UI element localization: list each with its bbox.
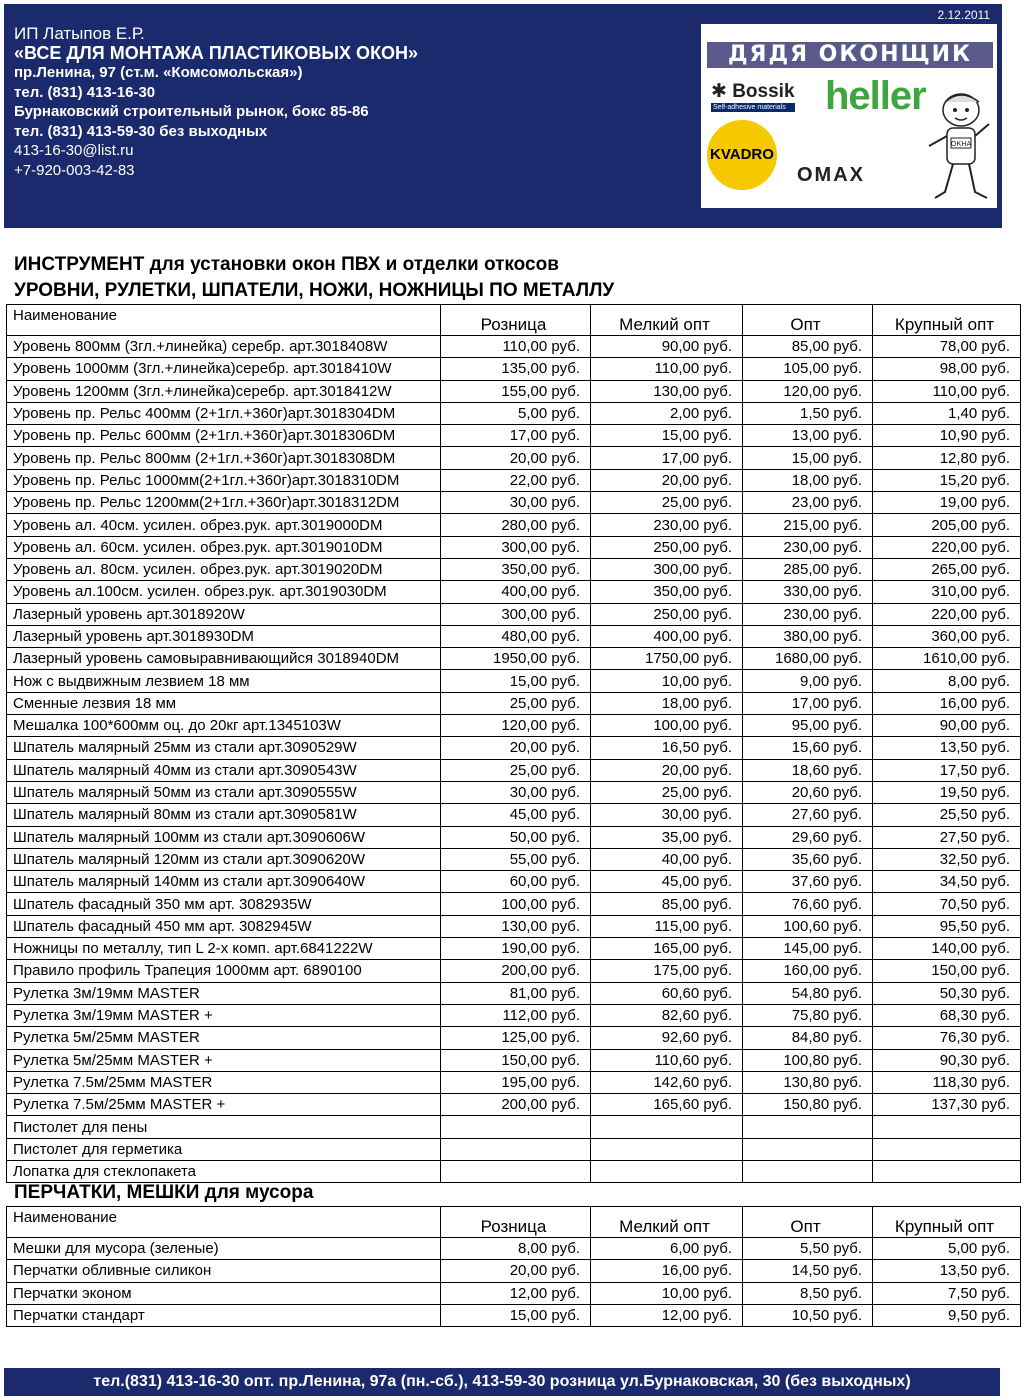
price-retail: 55,00 руб.: [441, 848, 591, 870]
item-name: Лазерный уровень арт.3018930DM: [7, 625, 441, 647]
price-retail: 50,00 руб.: [441, 826, 591, 848]
item-name: Рулетка 7.5м/25мм MASTER +: [7, 1094, 441, 1116]
tools-price-table: [6, 304, 1021, 1183]
item-name: Уровень 1200мм (3гл.+линейка)серебр. арт.3018412W: [7, 380, 441, 402]
table-row: [7, 514, 1021, 536]
price-large-wholesale: 16,00 руб.: [873, 692, 1021, 714]
table-row: [7, 1116, 1021, 1138]
price-retail: 100,00 руб.: [441, 893, 591, 915]
price-large-wholesale: 98,00 руб.: [873, 358, 1021, 380]
price-large-wholesale: 90,30 руб.: [873, 1049, 1021, 1071]
price-retail: 125,00 руб.: [441, 1027, 591, 1049]
price-small-wholesale: 300,00 руб.: [591, 558, 743, 580]
price-retail: 60,00 руб.: [441, 871, 591, 893]
item-name: Мешки для мусора (зеленые): [7, 1238, 441, 1260]
column-header-small-wholesale: Мелкий опт: [591, 1207, 743, 1238]
price-wholesale: 95,00 руб.: [743, 715, 873, 737]
address: пр.Ленина, 97 (ст.м. «Комсомольская»): [14, 64, 303, 81]
price-retail: 20,00 руб.: [441, 737, 591, 759]
item-name: Сменные лезвия 18 мм: [7, 692, 441, 714]
table-row: [7, 1160, 1021, 1182]
table-row: [7, 402, 1021, 424]
price-retail: 200,00 руб.: [441, 1094, 591, 1116]
price-retail: 25,00 руб.: [441, 759, 591, 781]
price-large-wholesale: 360,00 руб.: [873, 625, 1021, 647]
price-retail: [441, 1116, 591, 1138]
price-retail: 150,00 руб.: [441, 1049, 591, 1071]
price-small-wholesale: 110,60 руб.: [591, 1049, 743, 1071]
price-wholesale: 18,00 руб.: [743, 469, 873, 491]
item-name: Рулетка 7.5м/25мм MASTER: [7, 1071, 441, 1093]
table-row: [7, 781, 1021, 803]
item-name: Шпатель малярный 80мм из стали арт.3090581W: [7, 804, 441, 826]
price-small-wholesale: 92,60 руб.: [591, 1027, 743, 1049]
price-retail: 112,00 руб.: [441, 1004, 591, 1026]
price-wholesale: 380,00 руб.: [743, 625, 873, 647]
brand-logo-title: ДЯДЯ ОКОНЩИК: [707, 42, 993, 68]
contact-block: [14, 24, 418, 180]
price-small-wholesale: 100,00 руб.: [591, 715, 743, 737]
price-retail: 22,00 руб.: [441, 469, 591, 491]
price-large-wholesale: 310,00 руб.: [873, 581, 1021, 603]
item-name: Перчатки стандарт: [7, 1304, 441, 1326]
table-row: [7, 871, 1021, 893]
item-name: Шпатель малярный 120мм из стали арт.3090620W: [7, 848, 441, 870]
price-retail: 15,00 руб.: [441, 1304, 591, 1326]
price-large-wholesale: 10,90 руб.: [873, 425, 1021, 447]
price-wholesale: 27,60 руб.: [743, 804, 873, 826]
price-large-wholesale: 220,00 руб.: [873, 536, 1021, 558]
price-large-wholesale: 13,50 руб.: [873, 1260, 1021, 1282]
table-row: [7, 603, 1021, 625]
price-wholesale: 120,00 руб.: [743, 380, 873, 402]
item-name: Мешалка 100*600мм оц. до 20кг арт.1345103W: [7, 715, 441, 737]
table-row: [7, 469, 1021, 491]
table-row: [7, 759, 1021, 781]
price-small-wholesale: 17,00 руб.: [591, 447, 743, 469]
price-large-wholesale: 25,50 руб.: [873, 804, 1021, 826]
price-wholesale: 330,00 руб.: [743, 581, 873, 603]
table-row: [7, 380, 1021, 402]
table-row: [7, 1282, 1021, 1304]
table-row: [7, 1304, 1021, 1326]
price-retail: 155,00 руб.: [441, 380, 591, 402]
price-retail: 400,00 руб.: [441, 581, 591, 603]
price-wholesale: 1680,00 руб.: [743, 648, 873, 670]
price-small-wholesale: 2,00 руб.: [591, 402, 743, 424]
price-retail: 30,00 руб.: [441, 781, 591, 803]
price-retail: 300,00 руб.: [441, 536, 591, 558]
table-row: [7, 1004, 1021, 1026]
price-large-wholesale: [873, 1160, 1021, 1182]
item-name: Рулетка 5м/25мм MASTER: [7, 1027, 441, 1049]
price-large-wholesale: 17,50 руб.: [873, 759, 1021, 781]
table-row: [7, 804, 1021, 826]
table-row: [7, 558, 1021, 580]
price-retail: 190,00 руб.: [441, 938, 591, 960]
kvadro-logo: KVADRO: [707, 120, 777, 190]
price-wholesale: 5,50 руб.: [743, 1238, 873, 1260]
item-name: Пистолет для пены: [7, 1116, 441, 1138]
table-row: [7, 625, 1021, 647]
item-name: Шпатель малярный 140мм из стали арт.3090640W: [7, 871, 441, 893]
item-name: Нож с выдвижным лезвием 18 мм: [7, 670, 441, 692]
price-retail: 20,00 руб.: [441, 1260, 591, 1282]
table-row: [7, 938, 1021, 960]
table-row: [7, 915, 1021, 937]
price-retail: 135,00 руб.: [441, 358, 591, 380]
item-name: Шпатель фасадный 450 мм арт. 3082945W: [7, 915, 441, 937]
price-large-wholesale: 137,30 руб.: [873, 1094, 1021, 1116]
column-header-retail: Розница: [441, 1207, 591, 1238]
price-large-wholesale: 118,30 руб.: [873, 1071, 1021, 1093]
price-wholesale: [743, 1160, 873, 1182]
company-name: «ВСЕ ДЛЯ МОНТАЖА ПЛАСТИКОВЫХ ОКОН»: [14, 42, 419, 63]
column-header-name: Наименование: [7, 305, 441, 336]
price-retail: 130,00 руб.: [441, 915, 591, 937]
price-small-wholesale: 165,60 руб.: [591, 1094, 743, 1116]
item-name: Рулетка 3м/19мм MASTER: [7, 982, 441, 1004]
price-large-wholesale: 5,00 руб.: [873, 1238, 1021, 1260]
mascot-icon: [921, 88, 993, 206]
price-retail: 120,00 руб.: [441, 715, 591, 737]
mascot-tag: ОКНА: [950, 140, 972, 148]
header-banner: [4, 4, 1002, 228]
price-large-wholesale: 90,00 руб.: [873, 715, 1021, 737]
omax-logo: OMAX: [797, 164, 865, 186]
price-wholesale: 215,00 руб.: [743, 514, 873, 536]
item-name: Пистолет для герметика: [7, 1138, 441, 1160]
price-large-wholesale: 68,30 руб.: [873, 1004, 1021, 1026]
bossik-logo-sub: Self-adhesive materials: [711, 103, 795, 112]
price-small-wholesale: 20,00 руб.: [591, 759, 743, 781]
table-row: [7, 358, 1021, 380]
price-wholesale: 20,60 руб.: [743, 781, 873, 803]
price-retail: 12,00 руб.: [441, 1282, 591, 1304]
table-row: [7, 1049, 1021, 1071]
item-name: Уровень ал.100см. усилен. обрез.рук. арт.3019030DM: [7, 581, 441, 603]
price-retail: 30,00 руб.: [441, 492, 591, 514]
price-large-wholesale: 50,30 руб.: [873, 982, 1021, 1004]
price-date: 2.12.2011: [937, 8, 990, 22]
price-wholesale: 23,00 руб.: [743, 492, 873, 514]
price-large-wholesale: 70,50 руб.: [873, 893, 1021, 915]
gloves-price-table: [6, 1206, 1021, 1327]
price-wholesale: 18,60 руб.: [743, 759, 873, 781]
price-small-wholesale: 130,00 руб.: [591, 380, 743, 402]
price-small-wholesale: 10,00 руб.: [591, 1282, 743, 1304]
price-large-wholesale: 140,00 руб.: [873, 938, 1021, 960]
price-large-wholesale: 265,00 руб.: [873, 558, 1021, 580]
price-small-wholesale: 6,00 руб.: [591, 1238, 743, 1260]
price-small-wholesale: [591, 1116, 743, 1138]
price-wholesale: 130,80 руб.: [743, 1071, 873, 1093]
price-large-wholesale: 9,50 руб.: [873, 1304, 1021, 1326]
price-wholesale: [743, 1138, 873, 1160]
price-wholesale: 14,50 руб.: [743, 1260, 873, 1282]
item-name: Уровень ал. 40см. усилен. обрез.рук. арт.3019000DM: [7, 514, 441, 536]
item-name: Шпатель малярный 50мм из стали арт.3090555W: [7, 781, 441, 803]
column-header-name: Наименование: [7, 1207, 441, 1238]
price-retail: 280,00 руб.: [441, 514, 591, 536]
price-retail: 5,00 руб.: [441, 402, 591, 424]
price-wholesale: 17,00 руб.: [743, 692, 873, 714]
price-wholesale: 84,80 руб.: [743, 1027, 873, 1049]
item-name: Шпатель фасадный 350 мм арт. 3082935W: [7, 893, 441, 915]
price-large-wholesale: 76,30 руб.: [873, 1027, 1021, 1049]
price-wholesale: 9,00 руб.: [743, 670, 873, 692]
price-wholesale: 145,00 руб.: [743, 938, 873, 960]
item-name: Уровень пр. Рельс 1200мм(2+1гл.+360г)арт.3018312DM: [7, 492, 441, 514]
heller-logo: heller: [825, 74, 926, 118]
price-small-wholesale: 16,00 руб.: [591, 1260, 743, 1282]
item-name: Лазерный уровень самовыравнивающийся 3018940DM: [7, 648, 441, 670]
price-wholesale: 75,80 руб.: [743, 1004, 873, 1026]
price-large-wholesale: 12,80 руб.: [873, 447, 1021, 469]
item-name: Уровень пр. Рельс 800мм (2+1гл.+360г)арт.3018308DM: [7, 447, 441, 469]
price-wholesale: 100,80 руб.: [743, 1049, 873, 1071]
table-header-row: [7, 305, 1021, 336]
price-large-wholesale: 7,50 руб.: [873, 1282, 1021, 1304]
price-large-wholesale: 220,00 руб.: [873, 603, 1021, 625]
item-name: Лазерный уровень арт.3018920W: [7, 603, 441, 625]
price-large-wholesale: 95,50 руб.: [873, 915, 1021, 937]
table-row: [7, 1027, 1021, 1049]
bossik-logo-text: Bossik: [732, 81, 795, 102]
logo-panel: [701, 24, 997, 208]
table-row: [7, 1071, 1021, 1093]
price-retail: 200,00 руб.: [441, 960, 591, 982]
tools-table-body: [7, 336, 1021, 1183]
table-row: [7, 670, 1021, 692]
item-name: Ножницы по металлу, тип L 2-х комп. арт.6841222W: [7, 938, 441, 960]
item-name: Уровень ал. 80см. усилен. обрез.рук. арт.3019020DM: [7, 558, 441, 580]
table-row: [7, 1138, 1021, 1160]
price-small-wholesale: 1750,00 руб.: [591, 648, 743, 670]
price-small-wholesale: 175,00 руб.: [591, 960, 743, 982]
table-row: [7, 848, 1021, 870]
price-small-wholesale: 18,00 руб.: [591, 692, 743, 714]
price-small-wholesale: 25,00 руб.: [591, 492, 743, 514]
price-wholesale: 230,00 руб.: [743, 536, 873, 558]
price-small-wholesale: 115,00 руб.: [591, 915, 743, 937]
table-row: [7, 536, 1021, 558]
price-wholesale: 105,00 руб.: [743, 358, 873, 380]
price-retail: 25,00 руб.: [441, 692, 591, 714]
price-small-wholesale: 400,00 руб.: [591, 625, 743, 647]
price-small-wholesale: [591, 1138, 743, 1160]
price-retail: 110,00 руб.: [441, 336, 591, 358]
item-name: Уровень 800мм (3гл.+линейка) серебр. арт.3018408W: [7, 336, 441, 358]
price-large-wholesale: [873, 1116, 1021, 1138]
price-wholesale: 1,50 руб.: [743, 402, 873, 424]
column-header-wholesale: Опт: [743, 1207, 873, 1238]
table-row: [7, 336, 1021, 358]
price-large-wholesale: 78,00 руб.: [873, 336, 1021, 358]
price-wholesale: 76,60 руб.: [743, 893, 873, 915]
table-row: [7, 492, 1021, 514]
price-wholesale: 15,00 руб.: [743, 447, 873, 469]
price-small-wholesale: 350,00 руб.: [591, 581, 743, 603]
price-retail: 350,00 руб.: [441, 558, 591, 580]
price-wholesale: 150,80 руб.: [743, 1094, 873, 1116]
column-header-retail: Розница: [441, 305, 591, 336]
item-name: Уровень пр. Рельс 1000мм(2+1гл.+360г)арт.3018310DM: [7, 469, 441, 491]
price-wholesale: 15,60 руб.: [743, 737, 873, 759]
table-row: [7, 447, 1021, 469]
item-name: Уровень пр. Рельс 600мм (2+1гл.+360г)арт.3018306DM: [7, 425, 441, 447]
table-row: [7, 425, 1021, 447]
price-retail: 15,00 руб.: [441, 670, 591, 692]
price-retail: 1950,00 руб.: [441, 648, 591, 670]
table-row: [7, 737, 1021, 759]
price-small-wholesale: 45,00 руб.: [591, 871, 743, 893]
item-name: Перчатки эконом: [7, 1282, 441, 1304]
price-wholesale: 13,00 руб.: [743, 425, 873, 447]
table-row: [7, 692, 1021, 714]
price-large-wholesale: 27,50 руб.: [873, 826, 1021, 848]
section-1-title-line-2: УРОВНИ, РУЛЕТКИ, ШПАТЕЛИ, НОЖИ, НОЖНИЦЫ ПО МЕТАЛЛУ: [14, 280, 615, 301]
price-retail: 195,00 руб.: [441, 1071, 591, 1093]
price-small-wholesale: 25,00 руб.: [591, 781, 743, 803]
price-retail: 480,00 руб.: [441, 625, 591, 647]
price-large-wholesale: 1610,00 руб.: [873, 648, 1021, 670]
price-large-wholesale: 8,00 руб.: [873, 670, 1021, 692]
item-name: Рулетка 3м/19мм MASTER +: [7, 1004, 441, 1026]
price-large-wholesale: 19,50 руб.: [873, 781, 1021, 803]
table-row: [7, 648, 1021, 670]
item-name: Рулетка 5м/25мм MASTER +: [7, 1049, 441, 1071]
table-row: [7, 826, 1021, 848]
price-wholesale: 29,60 руб.: [743, 826, 873, 848]
price-retail: 300,00 руб.: [441, 603, 591, 625]
price-small-wholesale: 20,00 руб.: [591, 469, 743, 491]
price-large-wholesale: 205,00 руб.: [873, 514, 1021, 536]
price-wholesale: 85,00 руб.: [743, 336, 873, 358]
section-1-title-line-1: ИНСТРУМЕНТ для установки окон ПВХ и отделки откосов: [14, 254, 559, 275]
price-small-wholesale: 142,60 руб.: [591, 1071, 743, 1093]
address-2: Бурнаковский строительный рынок, бокс 85-86: [14, 103, 369, 120]
table-row: [7, 715, 1021, 737]
item-name: Лопатка для стеклопакета: [7, 1160, 441, 1182]
price-small-wholesale: 90,00 руб.: [591, 336, 743, 358]
table-row: [7, 1260, 1021, 1282]
price-large-wholesale: 13,50 руб.: [873, 737, 1021, 759]
mobile-phone: +7-920-003-42-83: [14, 161, 135, 179]
column-header-large-wholesale: Крупный опт: [873, 305, 1021, 336]
price-wholesale: 100,60 руб.: [743, 915, 873, 937]
column-header-small-wholesale: Мелкий опт: [591, 305, 743, 336]
price-retail: 45,00 руб.: [441, 804, 591, 826]
price-small-wholesale: 250,00 руб.: [591, 603, 743, 625]
price-retail: 20,00 руб.: [441, 447, 591, 469]
price-wholesale: 8,50 руб.: [743, 1282, 873, 1304]
price-small-wholesale: 82,60 руб.: [591, 1004, 743, 1026]
price-large-wholesale: 32,50 руб.: [873, 848, 1021, 870]
price-wholesale: 37,60 руб.: [743, 871, 873, 893]
price-small-wholesale: [591, 1160, 743, 1182]
phone-2: тел. (831) 413-59-30 без выходных: [14, 122, 268, 140]
price-small-wholesale: 16,50 руб.: [591, 737, 743, 759]
item-name: Уровень пр. Рельс 400мм (2+1гл.+360г)арт.3018304DM: [7, 402, 441, 424]
table-header-row: [7, 1207, 1021, 1238]
item-name: Уровень 1000мм (3гл.+линейка)серебр. арт.3018410W: [7, 358, 441, 380]
gloves-table-body: [7, 1238, 1021, 1327]
price-large-wholesale: 110,00 руб.: [873, 380, 1021, 402]
item-name: Уровень ал. 60см. усилен. обрез.рук. арт.3019010DM: [7, 536, 441, 558]
price-small-wholesale: 30,00 руб.: [591, 804, 743, 826]
price-large-wholesale: 34,50 руб.: [873, 871, 1021, 893]
price-large-wholesale: 19,00 руб.: [873, 492, 1021, 514]
column-header-wholesale: Опт: [743, 305, 873, 336]
table-row: [7, 1238, 1021, 1260]
price-large-wholesale: [873, 1138, 1021, 1160]
item-name: Шпатель малярный 25мм из стали арт.3090529W: [7, 737, 441, 759]
company-owner: ИП Латыпов Е.Р.: [14, 24, 145, 43]
price-large-wholesale: 150,00 руб.: [873, 960, 1021, 982]
price-small-wholesale: 10,00 руб.: [591, 670, 743, 692]
table-row: [7, 960, 1021, 982]
table-row: [7, 893, 1021, 915]
price-small-wholesale: 12,00 руб.: [591, 1304, 743, 1326]
bossik-star-icon: ✱: [711, 81, 727, 102]
price-wholesale: 10,50 руб.: [743, 1304, 873, 1326]
price-wholesale: 54,80 руб.: [743, 982, 873, 1004]
column-header-large-wholesale: Крупный опт: [873, 1207, 1021, 1238]
price-small-wholesale: 165,00 руб.: [591, 938, 743, 960]
price-small-wholesale: 250,00 руб.: [591, 536, 743, 558]
price-small-wholesale: 230,00 руб.: [591, 514, 743, 536]
price-wholesale: 230,00 руб.: [743, 603, 873, 625]
price-small-wholesale: 60,60 руб.: [591, 982, 743, 1004]
price-wholesale: 160,00 руб.: [743, 960, 873, 982]
price-retail: 81,00 руб.: [441, 982, 591, 1004]
price-wholesale: 285,00 руб.: [743, 558, 873, 580]
section-2-title: ПЕРЧАТКИ, МЕШКИ для мусора: [14, 1182, 314, 1203]
table-row: [7, 1094, 1021, 1116]
item-name: Шпатель малярный 40мм из стали арт.3090543W: [7, 759, 441, 781]
price-small-wholesale: 85,00 руб.: [591, 893, 743, 915]
price-small-wholesale: 110,00 руб.: [591, 358, 743, 380]
table-row: [7, 982, 1021, 1004]
price-small-wholesale: 15,00 руб.: [591, 425, 743, 447]
price-wholesale: 35,60 руб.: [743, 848, 873, 870]
item-name: Правило профиль Трапеция 1000мм арт. 6890100: [7, 960, 441, 982]
price-wholesale: [743, 1116, 873, 1138]
item-name: Перчатки обливные силикон: [7, 1260, 441, 1282]
price-small-wholesale: 35,00 руб.: [591, 826, 743, 848]
email-link[interactable]: 413-16-30@list.ru: [14, 142, 134, 159]
price-large-wholesale: 15,20 руб.: [873, 469, 1021, 491]
price-retail: [441, 1160, 591, 1182]
bossik-logo: [711, 80, 795, 112]
price-small-wholesale: 40,00 руб.: [591, 848, 743, 870]
item-name: Шпатель малярный 100мм из стали арт.3090606W: [7, 826, 441, 848]
price-retail: 8,00 руб.: [441, 1238, 591, 1260]
phone-1: тел. (831) 413-16-30: [14, 83, 156, 101]
table-row: [7, 581, 1021, 603]
price-retail: 17,00 руб.: [441, 425, 591, 447]
price-large-wholesale: 1,40 руб.: [873, 402, 1021, 424]
price-retail: [441, 1138, 591, 1160]
footer-contact-bar: тел.(831) 413-16-30 опт. пр.Ленина, 97а (пн.-сб.), 413-59-30 розница ул.Бурнаковская, 30 (без выходных): [4, 1368, 1000, 1396]
